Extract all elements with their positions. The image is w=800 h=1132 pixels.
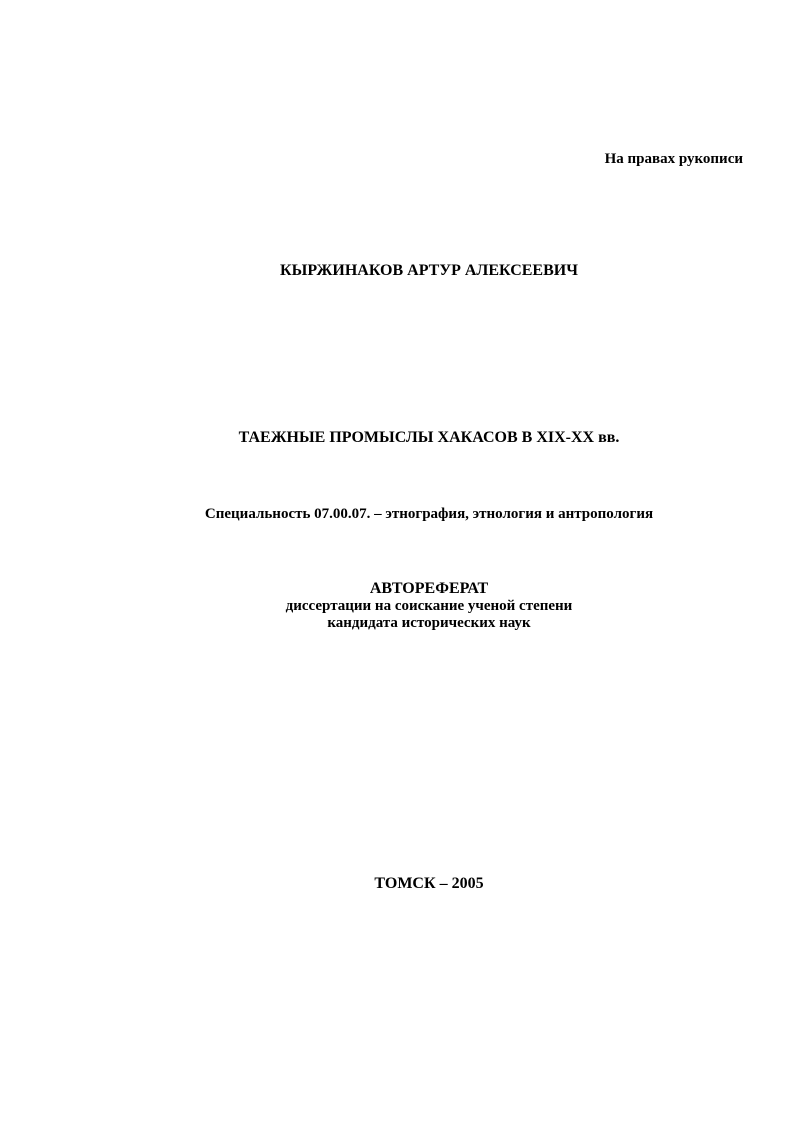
abstract-block <box>0 579 800 632</box>
abstract-line-2: кандидата исторических наук <box>327 615 531 631</box>
place-and-year: ТОМСК – 2005 <box>374 875 484 892</box>
abstract-line-1: диссертации на соискание ученой степени <box>285 598 573 614</box>
manuscript-note: На правах рукописи <box>604 151 743 167</box>
specialty-line: Специальность 07.00.07. – этнография, этнология и антропология <box>204 506 654 522</box>
dissertation-title: ТАЕЖНЫЕ ПРОМЫСЛЫ ХАКАСОВ В XIX-XX вв. <box>238 429 620 446</box>
author-name: КЫРЖИНАКОВ АРТУР АЛЕКСЕЕВИЧ <box>280 262 578 279</box>
abstract-heading: АВТОРЕФЕРАТ <box>369 580 489 597</box>
